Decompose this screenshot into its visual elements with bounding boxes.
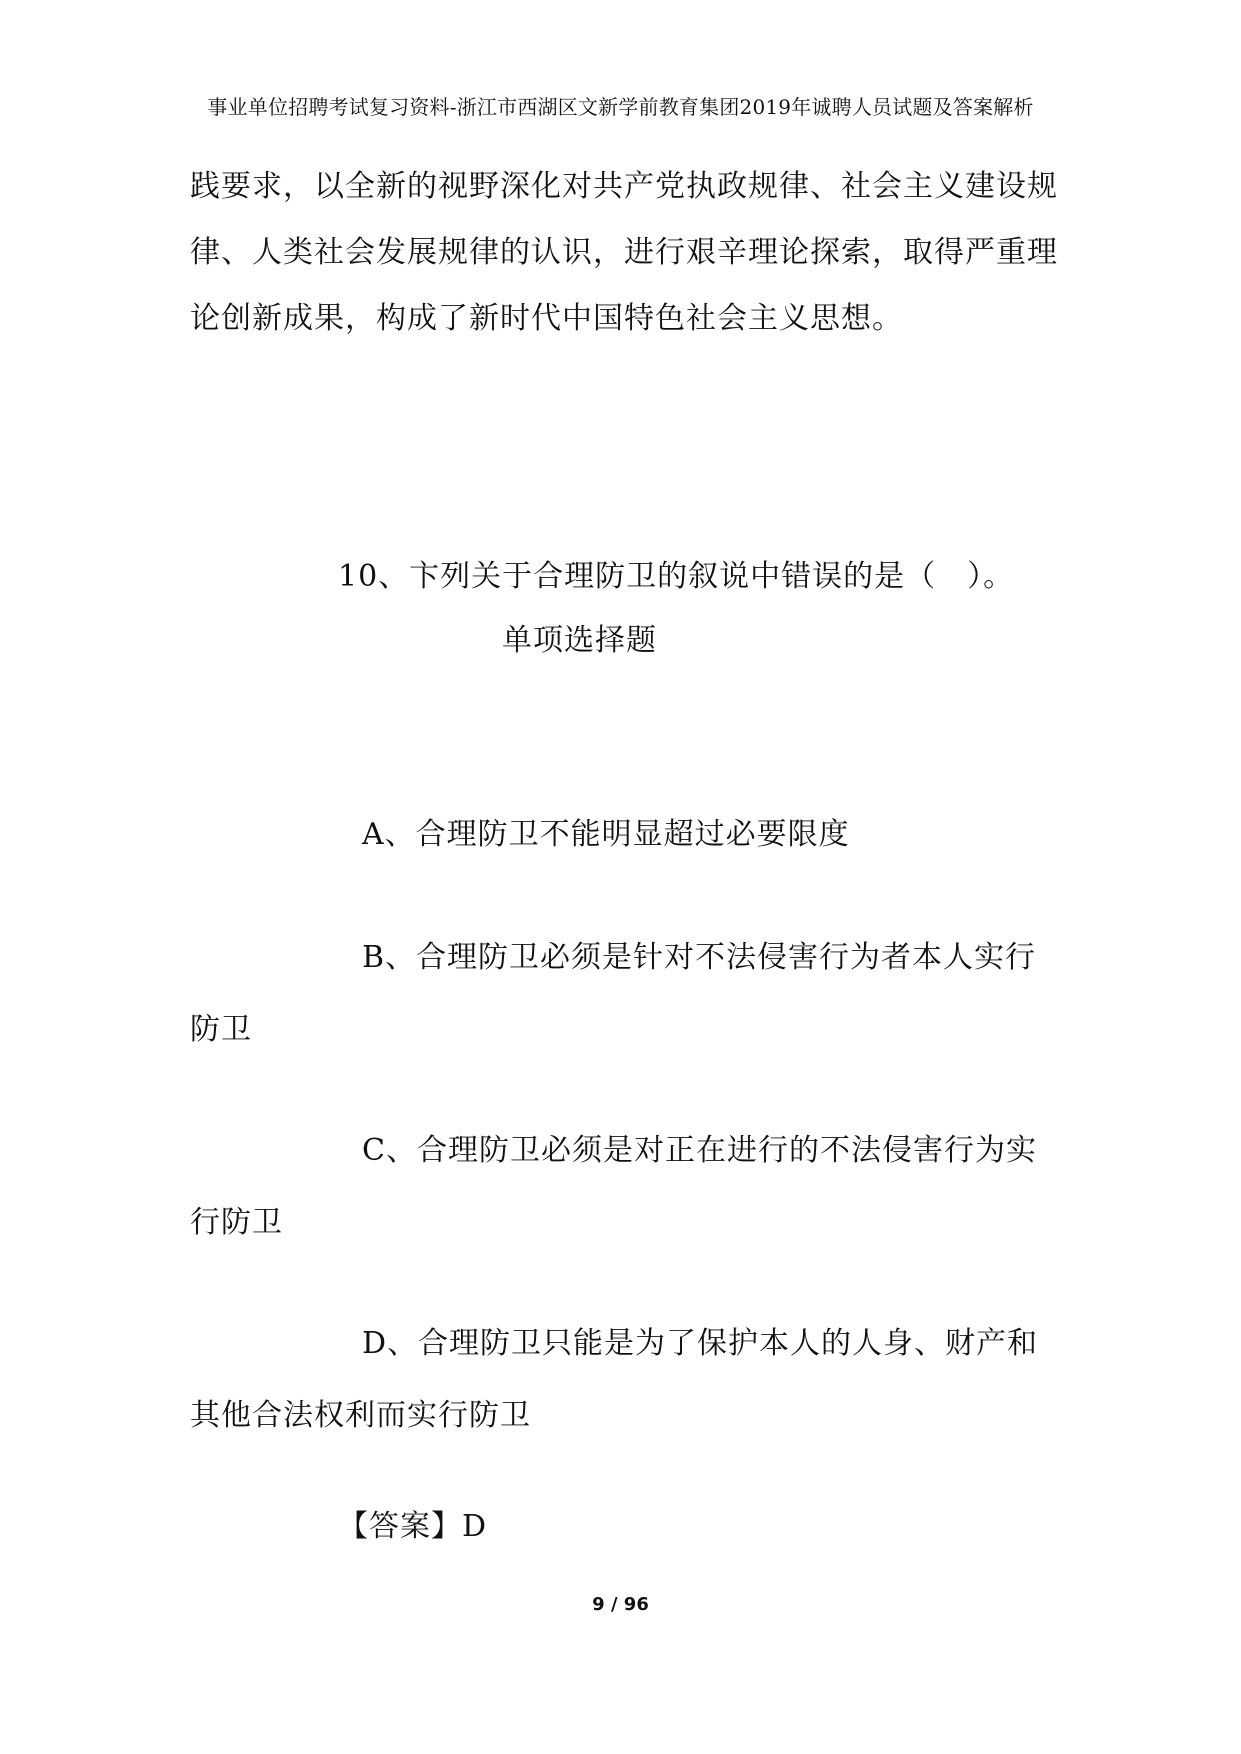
option-b-line1: B、合理防卫必须是针对不法侵害行为者本人实行 bbox=[362, 940, 1037, 975]
option-a bbox=[190, 799, 1052, 871]
paragraph-line: 论创新成果，构成了新时代中国特色社会主义思想。 bbox=[190, 301, 903, 336]
option-d-line1: D、合理防卫只能是为了保护本人的人身、财产和 bbox=[362, 1326, 1039, 1361]
option-d-line2: 其他合法权利而实行防卫 bbox=[190, 1398, 531, 1433]
option-c bbox=[190, 1115, 1052, 1259]
paragraph-line: 律、人类社会发展规律的认识，进行艰辛理论探索，取得严重理 bbox=[190, 235, 1058, 270]
option-d bbox=[190, 1308, 1052, 1452]
option-a-line1: A、合理防卫不能明显超过必要限度 bbox=[362, 817, 850, 852]
option-b-line2: 防卫 bbox=[190, 1012, 252, 1047]
option-c-line2: 行防卫 bbox=[190, 1205, 283, 1240]
question-stem: 10、卞列关于合理防卫的叙说中错误的是（ ）。 bbox=[338, 559, 1015, 594]
body-paragraph bbox=[190, 154, 1058, 352]
page-number: 9 / 96 bbox=[592, 1594, 649, 1615]
answer-label: 【答案】D bbox=[338, 1509, 488, 1544]
option-c-line1: C、合理防卫必须是对正在进行的不法侵害行为实 bbox=[362, 1133, 1037, 1168]
question-type: 单项选择题 bbox=[502, 623, 657, 658]
paragraph-line: 践要求，以全新的视野深化对共产党执政规律、社会主义建设规 bbox=[190, 169, 1058, 204]
page-header: 事业单位招聘考试复习资料-浙江市西湖区文新学前教育集团2019年诚聘人员试题及答案解析 bbox=[207, 95, 1034, 119]
option-b bbox=[190, 922, 1052, 1066]
